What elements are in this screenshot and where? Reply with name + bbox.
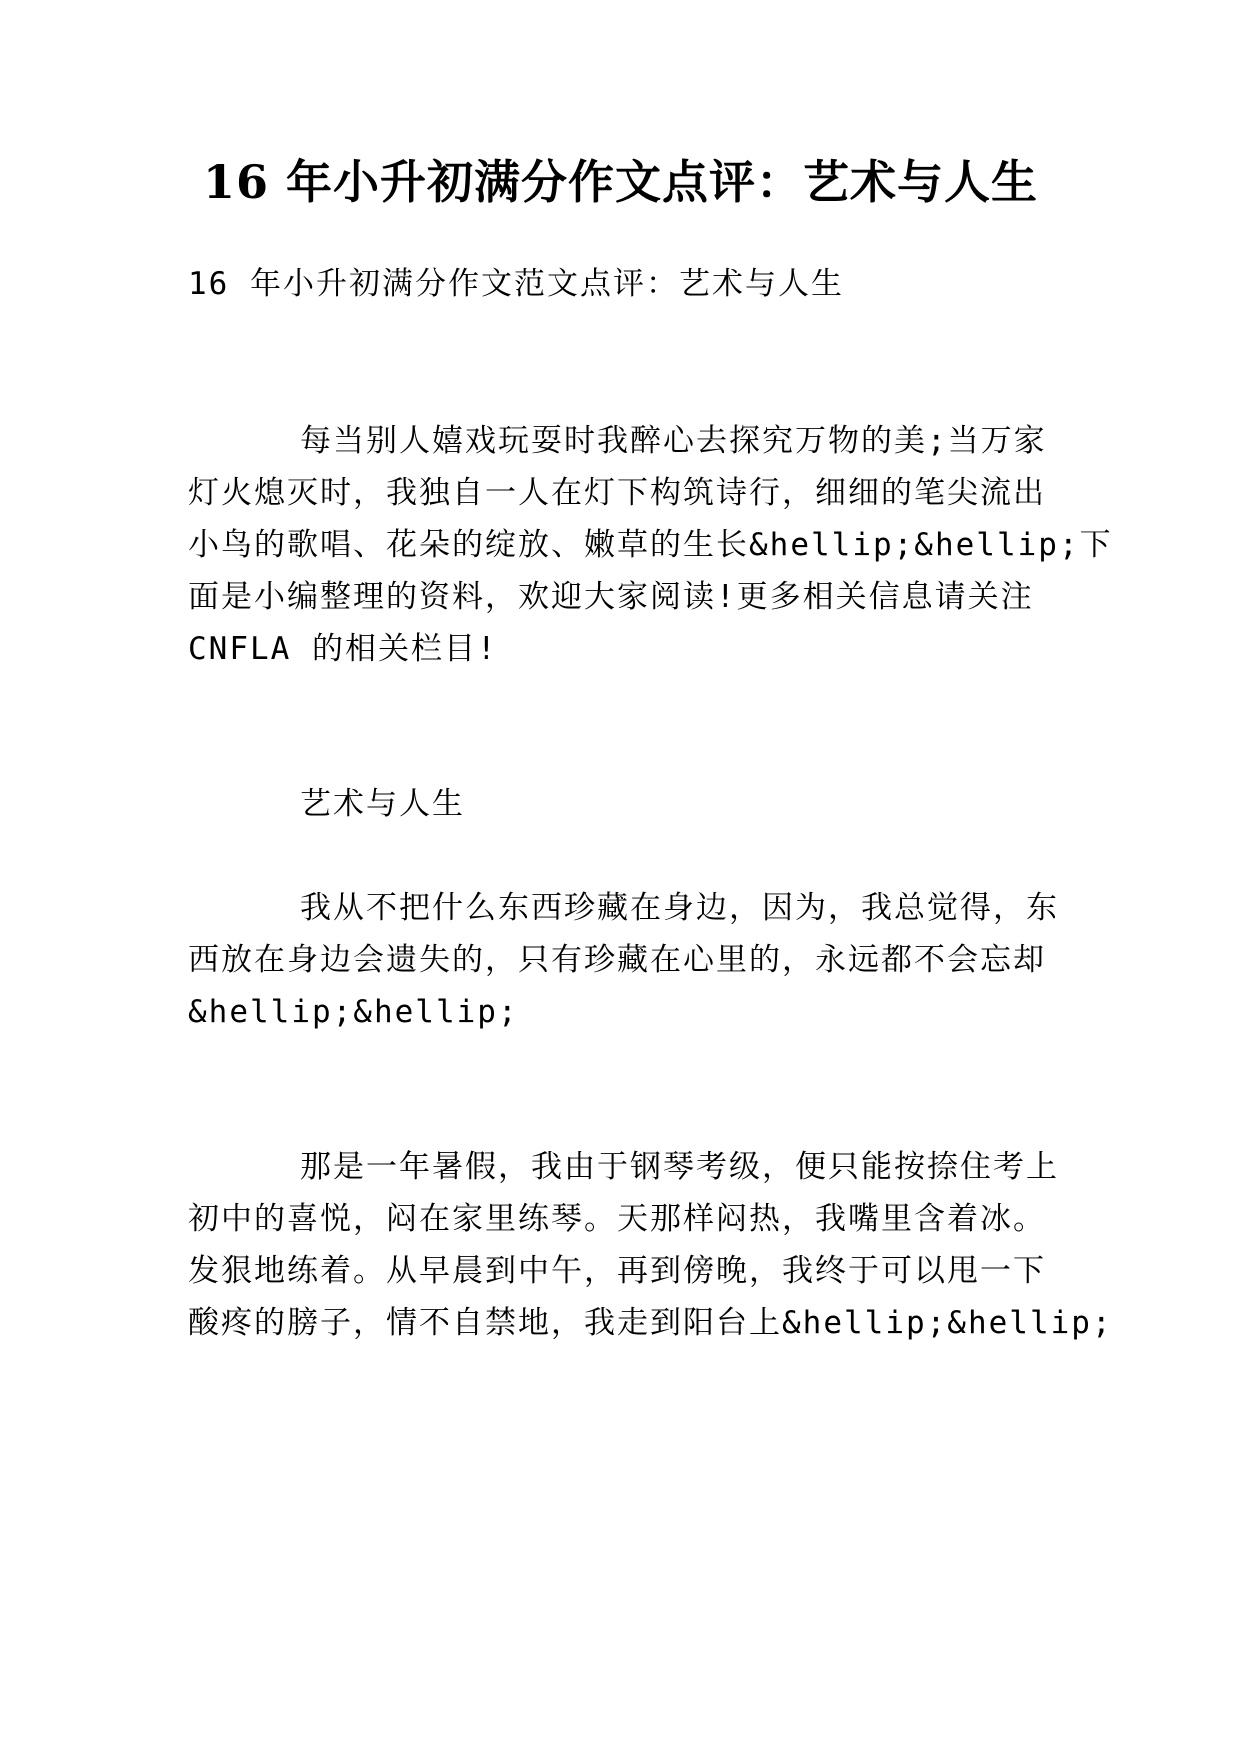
text-line: &hellip;&hellip; [188,994,519,1030]
text-line: 灯火熄灭时，我独自一人在灯下构筑诗行，细细的笔尖流出 [188,475,1046,511]
essay-title: 艺术与人生 [300,786,465,822]
text-line: 酸疼的膀子，情不自禁地，我走到阳台上&hellip;&hellip; [188,1305,1113,1341]
text-line: 初中的喜悦，闷在家里练琴。天那样闷热，我嘴里含着冰。 [188,1201,1046,1237]
document-subtitle: 16 年小升初满分作文范文点评：艺术与人生 [188,266,844,302]
text-line: 小鸟的歌唱、花朵的绽放、嫩草的生长&hellip;&hellip;下 [188,527,1113,563]
text-line: 西放在身边会遗失的，只有珍藏在心里的，永远都不会忘却 [188,942,1046,978]
text-line: 每当别人嬉戏玩耍时我醉心去探究万物的美;当万家 [300,423,1047,459]
text-line: 面是小编整理的资料，欢迎大家阅读!更多相关信息请关注 [188,579,1034,615]
document-title: 16 年小升初满分作文点评：艺术与人生 [202,155,1039,209]
text-line: 我从不把什么东西珍藏在身边，因为，我总觉得，东 [300,890,1059,926]
text-line: 那是一年暑假，我由于钢琴考级，便只能按捺住考上 [300,1149,1059,1185]
text-line: CNFLA 的相关栏目! [188,631,498,667]
text-line: 发狠地练着。从早晨到中午，再到傍晚，我终于可以甩一下 [188,1253,1046,1289]
